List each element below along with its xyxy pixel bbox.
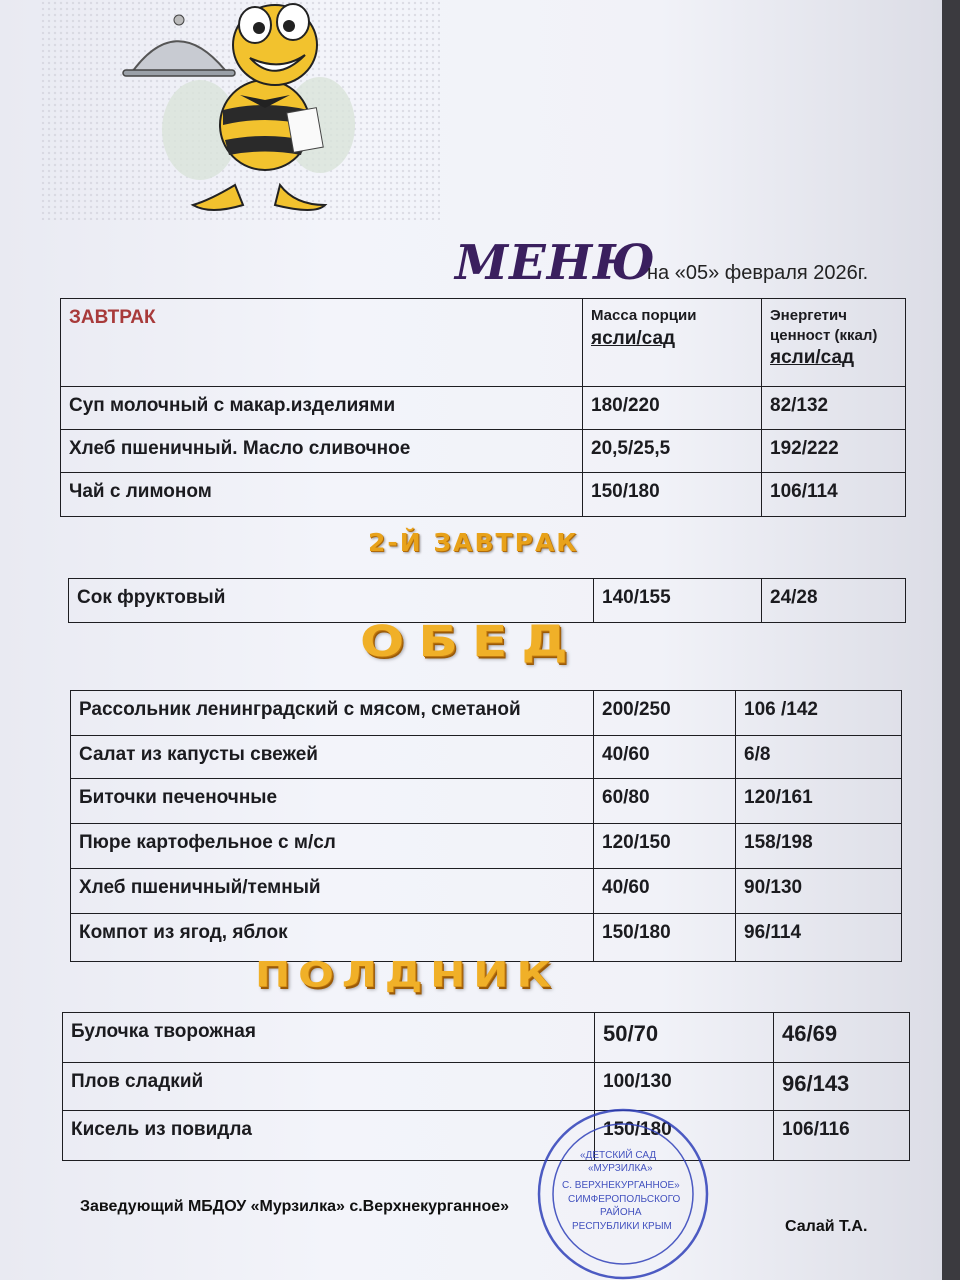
dish-energy: 96/143	[774, 1063, 910, 1111]
energy-header-line1: Энергетич	[770, 307, 847, 324]
table-row	[71, 736, 902, 779]
dish-name: Сок фруктовый	[69, 579, 594, 623]
second-breakfast-heading: 2-Й ЗАВТРАК	[368, 528, 579, 557]
stamp-line: «ДЕТСКИЙ САД	[580, 1150, 657, 1161]
table-row	[63, 1111, 910, 1161]
dish-mass: 60/80	[594, 779, 736, 824]
footer-signature-name: Салай Т.А.	[785, 1218, 868, 1235]
table-row	[71, 824, 902, 869]
dish-mass: 20,5/25,5	[583, 430, 762, 473]
table-row	[69, 579, 906, 623]
stamp-line: «МУРЗИЛКА»	[588, 1163, 653, 1174]
lunch-table	[70, 690, 902, 962]
dish-energy: 96/114	[736, 914, 902, 962]
dish-energy: 106/114	[762, 473, 906, 517]
dish-name: Салат из капусты свежей	[71, 736, 594, 779]
footer-position: Заведующий МБДОУ «Мурзилка» с.Верхнекурганное»	[80, 1198, 510, 1215]
dish-name: Хлеб пшеничный/темный	[71, 869, 594, 914]
dish-energy: 82/132	[762, 387, 906, 430]
table-row	[63, 1063, 910, 1111]
dish-energy: 90/130	[736, 869, 902, 914]
stamp-line: С. ВЕРХНЕКУРГАННОЕ»	[562, 1180, 680, 1191]
dish-energy: 24/28	[762, 579, 906, 623]
stamp-line: РЕСПУБЛИКИ КРЫМ	[572, 1221, 672, 1232]
breakfast-label: ЗАВТРАК	[69, 307, 156, 328]
dish-mass: 40/60	[594, 736, 736, 779]
breakfast-header-row	[61, 299, 906, 387]
table-row	[71, 779, 902, 824]
dish-energy: 6/8	[736, 736, 902, 779]
table-row	[63, 1013, 910, 1063]
breakfast-label-cell	[61, 299, 583, 387]
dish-mass: 150/180	[594, 914, 736, 962]
table-row	[61, 473, 906, 517]
dish-energy: 120/161	[736, 779, 902, 824]
dish-name: Кисель из повидла	[63, 1111, 595, 1161]
mass-header-line1: Масса порции	[591, 307, 697, 324]
dish-energy: 106 /142	[736, 691, 902, 736]
dish-energy: 192/222	[762, 430, 906, 473]
bee-waiter-illustration	[115, 0, 375, 220]
stamp-line: СИМФЕРОПОЛЬСКОГО	[568, 1194, 681, 1205]
dish-mass: 140/155	[594, 579, 762, 623]
snack-heading: ПОЛДНИК	[255, 954, 559, 995]
table-row	[71, 869, 902, 914]
table-row	[71, 691, 902, 736]
dish-name: Булочка творожная	[63, 1013, 595, 1063]
dish-name: Пюре картофельное с м/сл	[71, 824, 594, 869]
dish-mass: 120/150	[594, 824, 736, 869]
menu-title: МЕНЮ	[455, 235, 656, 291]
dish-name: Плов сладкий	[63, 1063, 595, 1111]
mass-header-line2: ясли/сад	[591, 328, 676, 349]
lunch-heading: ОБЕД	[360, 617, 582, 667]
dish-name: Компот из ягод, яблок	[71, 914, 594, 962]
stamp-line: РАЙОНА	[600, 1207, 642, 1218]
second-breakfast-table	[68, 578, 906, 623]
dish-name: Чай с лимоном	[61, 473, 583, 517]
dish-mass: 150/180	[595, 1111, 774, 1161]
mass-header-cell	[583, 299, 762, 387]
snack-table	[62, 1012, 910, 1161]
menu-title-row	[455, 235, 925, 295]
table-row	[61, 430, 906, 473]
dish-name: Хлеб пшеничный. Масло сливочное	[61, 430, 583, 473]
dish-mass: 40/60	[594, 869, 736, 914]
dish-mass: 150/180	[583, 473, 762, 517]
dish-mass: 200/250	[594, 691, 736, 736]
dish-mass: 100/130	[595, 1063, 774, 1111]
menu-date: на «05» февраля 2026г.	[647, 262, 869, 284]
dish-mass: 50/70	[595, 1013, 774, 1063]
dish-name: Суп молочный с макар.изделиями	[61, 387, 583, 430]
official-stamp	[528, 1102, 718, 1280]
dish-name: Биточки печеночные	[71, 779, 594, 824]
dish-name: Рассольник ленинградский с мясом, сметаной	[71, 691, 594, 736]
energy-header-line2: ценност (ккал)	[770, 327, 878, 344]
breakfast-table	[60, 298, 906, 517]
energy-header-cell	[762, 299, 906, 387]
table-row	[61, 387, 906, 430]
dish-energy: 106/116	[774, 1111, 910, 1161]
energy-header-line3: ясли/сад	[770, 347, 855, 368]
dish-energy: 46/69	[774, 1013, 910, 1063]
dish-mass: 180/220	[583, 387, 762, 430]
dish-energy: 158/198	[736, 824, 902, 869]
